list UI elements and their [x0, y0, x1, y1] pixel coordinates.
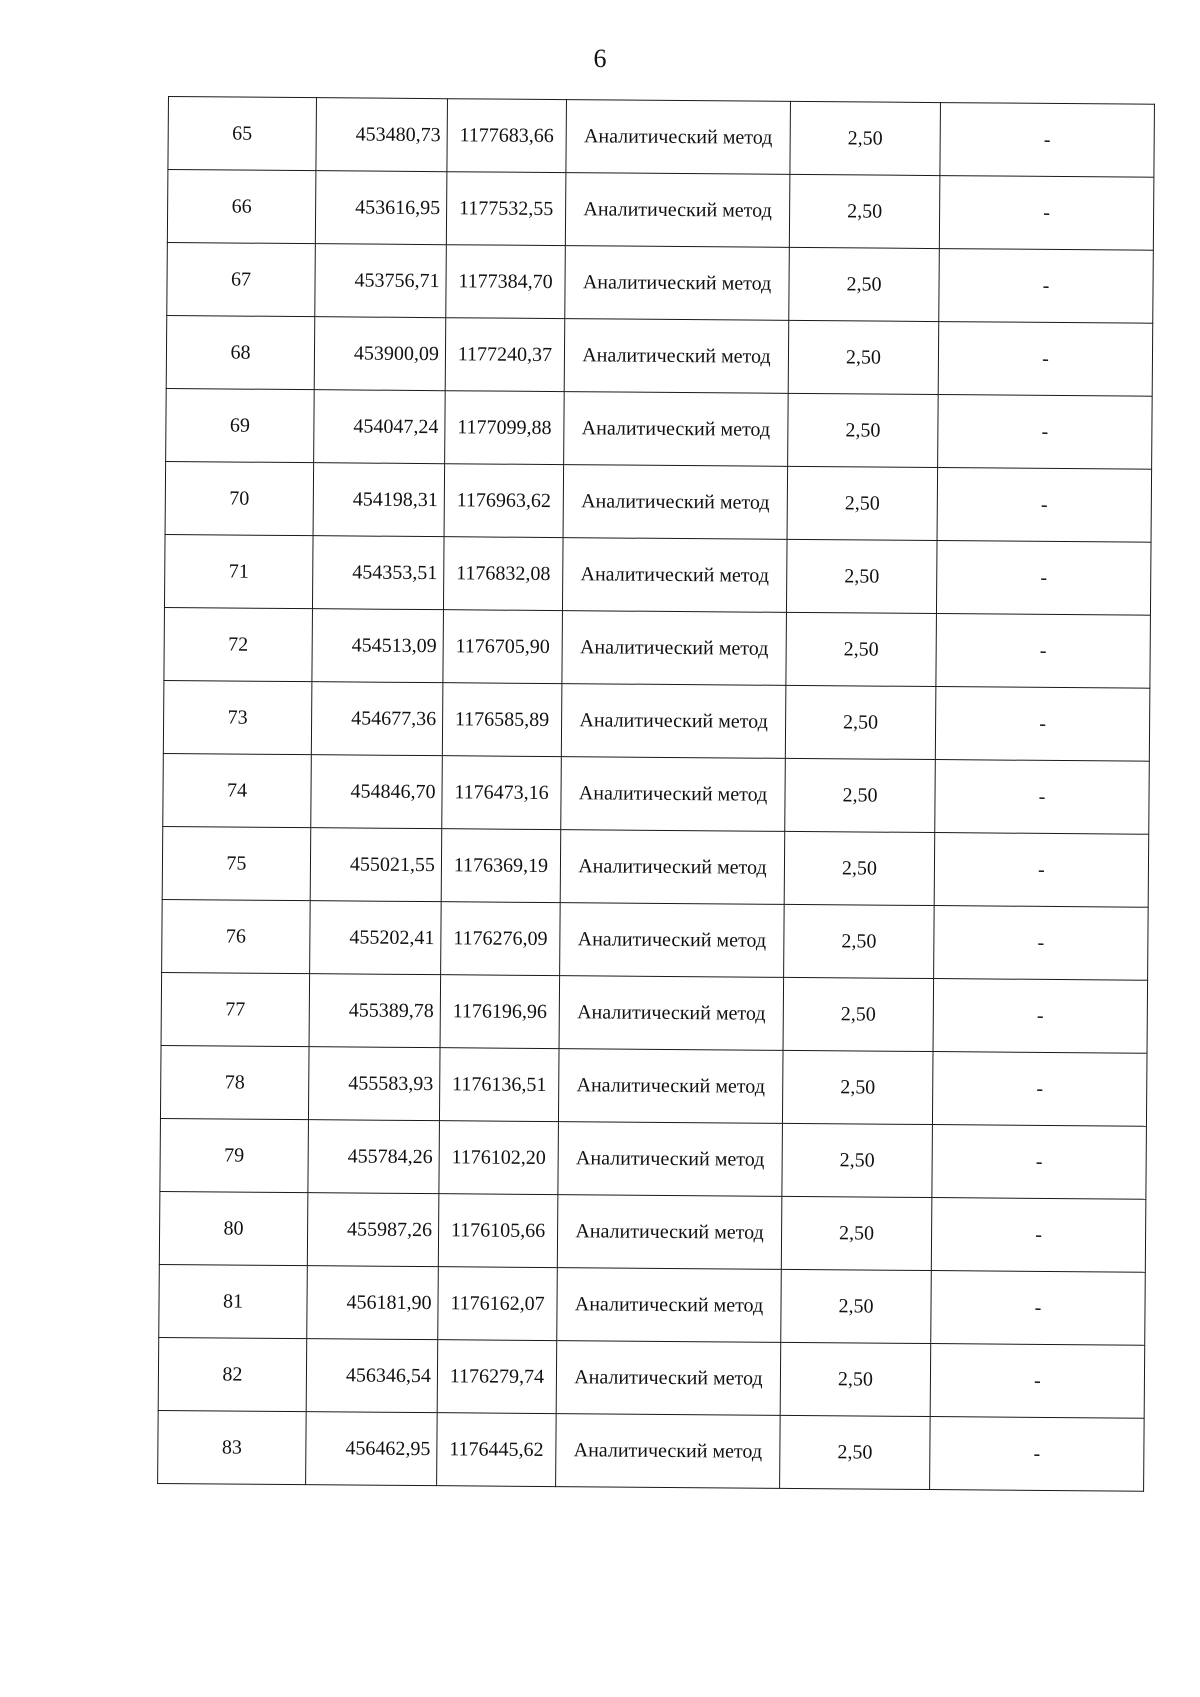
method-cell: Аналитический метод — [565, 173, 790, 248]
x-coordinate-cell: 453756,71 — [315, 244, 447, 318]
description-cell: - — [939, 249, 1154, 324]
description-cell: - — [930, 1417, 1145, 1492]
table-row — [163, 680, 1150, 761]
description-cell: - — [936, 541, 1151, 616]
description-cell: - — [940, 103, 1155, 178]
y-coordinate-cell: 1176276,09 — [441, 902, 561, 976]
table-row — [160, 1118, 1147, 1199]
point-number-cell: 82 — [158, 1337, 307, 1411]
x-coordinate-cell: 455583,93 — [308, 1047, 440, 1121]
point-number-cell: 70 — [165, 461, 314, 535]
description-cell: - — [934, 906, 1149, 981]
y-coordinate-cell: 1176585,89 — [442, 683, 562, 757]
table-row — [164, 607, 1151, 688]
x-coordinate-cell: 456181,90 — [307, 1266, 439, 1340]
description-cell: - — [938, 395, 1153, 470]
accuracy-cell: 2,50 — [782, 1050, 933, 1124]
description-cell: - — [931, 1198, 1146, 1273]
method-cell: Аналитический метод — [561, 684, 786, 759]
x-coordinate-cell: 454677,36 — [311, 682, 443, 756]
method-cell: Аналитический метод — [565, 246, 790, 321]
accuracy-cell: 2,50 — [788, 393, 939, 467]
x-coordinate-cell: 455987,26 — [307, 1193, 439, 1267]
y-coordinate-cell: 1176832,08 — [443, 537, 563, 611]
accuracy-cell: 2,50 — [787, 466, 938, 540]
accuracy-cell: 2,50 — [781, 1269, 932, 1343]
x-coordinate-cell: 454513,09 — [312, 609, 444, 683]
description-cell: - — [932, 1125, 1147, 1200]
method-cell: Аналитический метод — [564, 392, 789, 467]
point-number-cell: 76 — [162, 899, 311, 973]
description-cell: - — [938, 322, 1153, 397]
table-row — [167, 242, 1154, 323]
method-cell: Аналитический метод — [556, 1341, 781, 1416]
x-coordinate-cell: 455784,26 — [308, 1120, 440, 1194]
page-number: 6 — [593, 44, 607, 73]
x-coordinate-cell: 454198,31 — [313, 463, 445, 537]
x-coordinate-cell: 454047,24 — [314, 390, 446, 464]
table-row — [159, 1264, 1146, 1345]
method-cell: Аналитический метод — [562, 538, 787, 613]
x-coordinate-cell: 453480,73 — [316, 98, 448, 172]
point-number-cell: 72 — [164, 607, 313, 681]
point-number-cell: 79 — [160, 1118, 309, 1192]
accuracy-cell: 2,50 — [785, 685, 936, 759]
description-cell: - — [937, 468, 1152, 543]
x-coordinate-cell: 455389,78 — [309, 974, 441, 1048]
accuracy-cell: 2,50 — [790, 101, 941, 175]
method-cell: Аналитический метод — [557, 1268, 782, 1343]
point-number-cell: 75 — [162, 826, 311, 900]
y-coordinate-cell: 1176162,07 — [438, 1267, 558, 1341]
accuracy-cell: 2,50 — [782, 1123, 933, 1197]
y-coordinate-cell: 1176196,96 — [440, 975, 560, 1049]
point-number-cell: 77 — [161, 972, 310, 1046]
y-coordinate-cell: 1177240,37 — [445, 318, 565, 392]
x-coordinate-cell: 453900,09 — [314, 317, 446, 391]
method-cell: Аналитический метод — [559, 976, 784, 1051]
method-cell: Аналитический метод — [563, 465, 788, 540]
table-row — [164, 534, 1151, 615]
x-coordinate-cell: 453616,95 — [315, 171, 447, 245]
description-cell: - — [935, 760, 1150, 835]
method-cell: Аналитический метод — [557, 1195, 782, 1270]
accuracy-cell: 2,50 — [783, 977, 934, 1051]
table-row — [166, 388, 1153, 469]
y-coordinate-cell: 1176963,62 — [444, 464, 564, 538]
point-number-cell: 74 — [163, 753, 312, 827]
table-row — [167, 170, 1154, 251]
method-cell: Аналитический метод — [564, 319, 789, 394]
coordinates-table — [157, 96, 1155, 1492]
table-row — [161, 972, 1148, 1053]
point-number-cell: 71 — [164, 534, 313, 608]
point-number-cell: 69 — [166, 388, 315, 462]
y-coordinate-cell: 1177532,55 — [446, 172, 566, 246]
point-number-cell: 65 — [168, 97, 317, 171]
x-coordinate-cell: 454846,70 — [311, 755, 443, 829]
point-number-cell: 78 — [160, 1045, 309, 1119]
table-row — [162, 826, 1149, 907]
y-coordinate-cell: 1176369,19 — [441, 829, 561, 903]
description-cell: - — [932, 1052, 1147, 1127]
point-number-cell: 73 — [163, 680, 312, 754]
method-cell: Аналитический метод — [566, 100, 791, 175]
x-coordinate-cell: 456462,95 — [306, 1412, 438, 1486]
point-number-cell: 81 — [159, 1264, 308, 1338]
table-row — [158, 1410, 1145, 1491]
description-cell: - — [931, 1271, 1146, 1346]
description-cell: - — [933, 979, 1148, 1054]
table-body — [158, 97, 1155, 1492]
point-number-cell: 83 — [158, 1410, 307, 1484]
point-number-cell: 68 — [166, 315, 315, 389]
accuracy-cell: 2,50 — [786, 539, 937, 613]
table-row — [162, 899, 1149, 980]
y-coordinate-cell: 1176445,62 — [437, 1413, 557, 1487]
method-cell: Аналитический метод — [561, 757, 786, 832]
accuracy-cell: 2,50 — [781, 1196, 932, 1270]
y-coordinate-cell: 1176102,20 — [439, 1121, 559, 1195]
table-row — [165, 461, 1152, 542]
method-cell: Аналитический метод — [556, 1414, 781, 1489]
accuracy-cell: 2,50 — [786, 612, 937, 686]
y-coordinate-cell: 1176705,90 — [443, 610, 563, 684]
table-row — [160, 1045, 1147, 1126]
accuracy-cell: 2,50 — [789, 174, 940, 248]
description-cell: - — [936, 614, 1151, 689]
accuracy-cell: 2,50 — [780, 1415, 931, 1489]
point-number-cell: 80 — [159, 1191, 308, 1265]
x-coordinate-cell: 455202,41 — [310, 901, 442, 975]
accuracy-cell: 2,50 — [785, 758, 936, 832]
point-number-cell: 67 — [167, 242, 316, 316]
coordinates-table-wrapper — [157, 96, 1154, 1492]
accuracy-cell: 2,50 — [788, 320, 939, 394]
accuracy-cell: 2,50 — [784, 904, 935, 978]
accuracy-cell: 2,50 — [784, 831, 935, 905]
table-row — [158, 1337, 1145, 1418]
description-cell: - — [934, 833, 1149, 908]
table-row — [163, 753, 1150, 834]
y-coordinate-cell: 1176136,51 — [439, 1048, 559, 1122]
table-row — [166, 315, 1153, 396]
y-coordinate-cell: 1176279,74 — [437, 1340, 557, 1414]
accuracy-cell: 2,50 — [789, 247, 940, 321]
x-coordinate-cell: 456346,54 — [306, 1339, 438, 1413]
method-cell: Аналитический метод — [560, 830, 785, 905]
method-cell: Аналитический метод — [558, 1122, 783, 1197]
accuracy-cell: 2,50 — [780, 1342, 931, 1416]
y-coordinate-cell: 1177384,70 — [446, 245, 566, 319]
x-coordinate-cell: 455021,55 — [310, 828, 442, 902]
method-cell: Аналитический метод — [562, 611, 787, 686]
point-number-cell: 66 — [167, 170, 316, 244]
x-coordinate-cell: 454353,51 — [312, 536, 444, 610]
table-row — [159, 1191, 1146, 1272]
description-cell: - — [930, 1344, 1145, 1419]
y-coordinate-cell: 1176473,16 — [442, 756, 562, 830]
method-cell: Аналитический метод — [558, 1049, 783, 1124]
description-cell: - — [939, 176, 1154, 251]
table-row — [168, 97, 1155, 178]
description-cell: - — [935, 687, 1150, 762]
y-coordinate-cell: 1177683,66 — [447, 99, 567, 173]
y-coordinate-cell: 1177099,88 — [445, 391, 565, 465]
y-coordinate-cell: 1176105,66 — [438, 1194, 558, 1268]
method-cell: Аналитический метод — [560, 903, 785, 978]
